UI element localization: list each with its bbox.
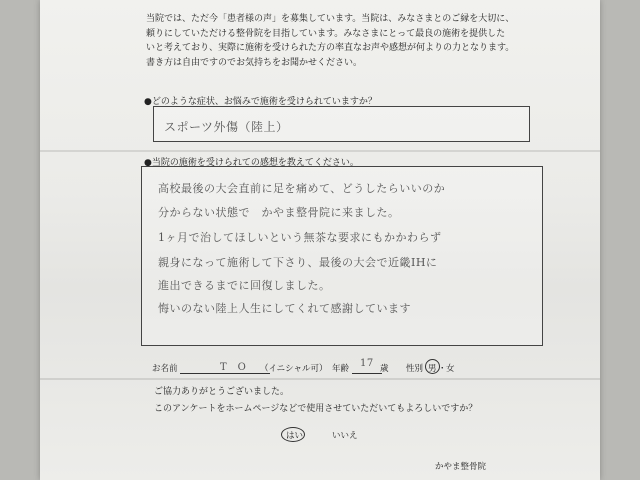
initial-note: （イニシャル可）	[260, 364, 328, 374]
paper-fold	[40, 378, 600, 380]
answer-line: 分からない状態で かやま整骨院に来ました。	[158, 206, 400, 219]
age-value: 17	[360, 358, 374, 369]
name-label: お名前	[152, 364, 178, 374]
gender-separator: ・	[438, 364, 447, 374]
answer-line: 進出できるまでに回復しました。	[158, 279, 331, 292]
answer-line: 親身になって施術して下さり、最後の大会で近畿IHに	[158, 256, 438, 269]
clinic-name: かやま整骨院	[435, 462, 487, 472]
intro-line: 頼りにしていただける整骨院を目指しています。みなさまにとって最良の施術を提供した	[146, 28, 506, 39]
answer-line: 悔いのない陸上人生にしてくれて感謝しています	[158, 302, 411, 315]
answer-line: 1ヶ月で治してほしいという無茶な要求にもかかわらず	[158, 231, 442, 244]
name-value: T O	[220, 362, 247, 373]
gender-female: 女	[446, 364, 455, 374]
consent-question: このアンケートをホームページなどで使用させていただいてもよろしいですか？	[154, 404, 478, 414]
intro-line: いと考えており、実際に施術を受けられた方の率直なお声や感想が何よりの力となります。	[146, 43, 515, 53]
gender-label: 性別	[406, 364, 424, 374]
question-symptoms: ●どのような症状、お悩みで施術を受けられていますか？	[144, 97, 377, 107]
intro-text	[146, 12, 536, 70]
age-unit: 歳	[380, 364, 389, 374]
age-underline	[352, 373, 382, 374]
paper-fold	[40, 150, 600, 152]
survey-sheet	[40, 0, 600, 480]
answer-symptoms: スポーツ外傷（陸上）	[164, 120, 289, 134]
consent-no: いいえ	[332, 431, 358, 441]
question-impressions: ●当院の施術を受けられての感想を教えてください。	[144, 158, 359, 168]
answer-line: 高校最後の大会直前に足を痛めて、どうしたらいいのか	[158, 182, 446, 195]
intro-line: 当院では、ただ今「患者様の声」を募集しています。当院は、みなさまとのご縁を大切に、	[146, 14, 515, 24]
consent-yes: はい	[286, 431, 304, 441]
intro-line: 書き方は自由ですのでお気持ちをお聞かせください。	[146, 57, 363, 68]
thanks-text: ご協力ありがとうございました。	[154, 387, 290, 397]
name-underline	[180, 373, 270, 374]
gender-male: 男	[428, 364, 437, 374]
age-label: 年齢	[332, 364, 350, 374]
